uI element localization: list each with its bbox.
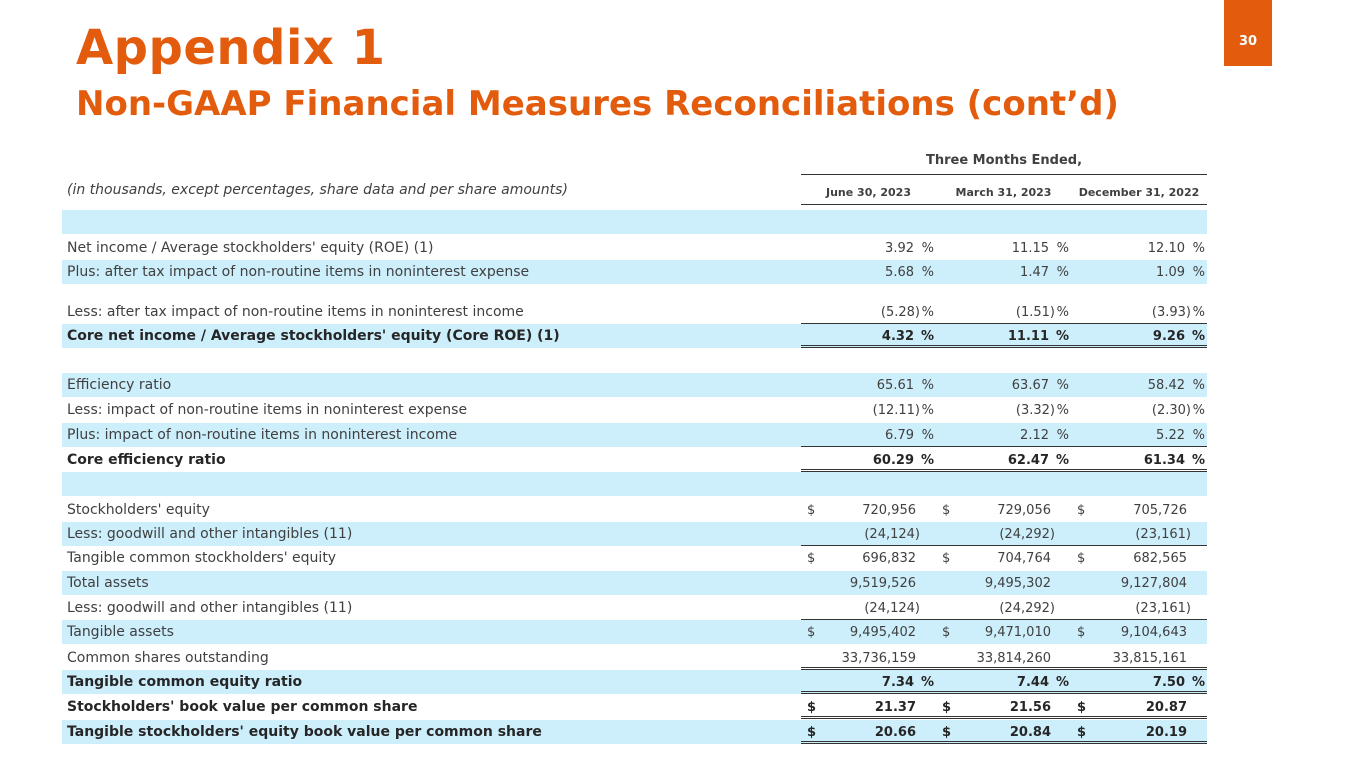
table-row-plus-expense-roe bbox=[62, 260, 1207, 284]
table-cell: $ 9,495,402 bbox=[807, 625, 916, 640]
spacer-row bbox=[62, 472, 1207, 496]
table-cell: 2.12 % bbox=[936, 423, 1071, 447]
table-cell: 9,495,302 bbox=[984, 576, 1051, 591]
table-cell: 1.47 % bbox=[1020, 265, 1069, 280]
row-label: Less: impact of non-routine items in noninterest expense bbox=[67, 402, 468, 418]
table-cell: $ 9,471,010 bbox=[942, 625, 1051, 640]
row-label: Stockholders' book value per common share bbox=[67, 699, 418, 715]
table-cell: $ 20.84 bbox=[936, 720, 1071, 744]
row-label: Core efficiency ratio bbox=[67, 452, 226, 468]
row-label: Less: goodwill and other intangibles (11) bbox=[67, 526, 353, 542]
table-row-efficiency-ratio bbox=[62, 373, 1207, 397]
row-label: Plus: impact of non-routine items in noninterest income bbox=[67, 427, 458, 443]
table-cell: 11.15 % bbox=[1011, 241, 1069, 256]
table-cell: (1.51) % bbox=[936, 300, 1071, 324]
table-row-core-efficiency bbox=[62, 448, 1207, 472]
units-note: (in thousands, except percentages, share data and per share amounts) bbox=[67, 182, 568, 198]
row-label: Tangible stockholders' equity book value per common share bbox=[67, 724, 542, 740]
table-row-total-assets bbox=[62, 571, 1207, 595]
table-cell: 5.22 % bbox=[1071, 423, 1207, 447]
table-cell: (23,161) bbox=[1071, 522, 1207, 546]
page-subtitle: Non-GAAP Financial Measures Reconciliations (cont’d) bbox=[76, 84, 1119, 124]
row-label: Net income / Average stockholders' equity (ROE) (1) bbox=[67, 240, 434, 256]
table-cell: 33,736,159 bbox=[801, 646, 936, 670]
row-label: Efficiency ratio bbox=[67, 377, 172, 393]
table-cell: (12.11) % bbox=[872, 403, 934, 418]
table-cell: $ 705,726 bbox=[1077, 503, 1187, 518]
row-label: Core net income / Average stockholders' equity (Core ROE) (1) bbox=[67, 328, 560, 344]
table-cell: $ 9,104,643 bbox=[1077, 625, 1187, 640]
spacer-row bbox=[62, 210, 1207, 234]
row-label: Tangible assets bbox=[67, 624, 174, 640]
table-cell: 12.10 % bbox=[1147, 241, 1205, 256]
row-label: Stockholders' equity bbox=[67, 502, 210, 518]
table-cell: 33,814,260 bbox=[936, 646, 1071, 670]
table-row-less-goodwill-assets bbox=[62, 596, 1207, 620]
table-cell: $ 20.19 bbox=[1071, 720, 1207, 744]
table-row-less-goodwill bbox=[62, 522, 1207, 546]
table-cell: 4.32 % bbox=[801, 324, 936, 348]
table-cell: 3.92 % bbox=[885, 241, 934, 256]
row-label: Total assets bbox=[67, 575, 149, 591]
table-row-plus-income-eff bbox=[62, 423, 1207, 447]
table-row-common-shares bbox=[62, 646, 1207, 670]
table-cell: 61.34 % bbox=[1071, 448, 1207, 472]
table-cell: 58.42 % bbox=[1147, 378, 1205, 393]
table-cell: 6.79 % bbox=[801, 423, 936, 447]
table-cell: (3.93) % bbox=[1071, 300, 1207, 324]
table-cell: $ 696,832 bbox=[807, 551, 916, 566]
page-number-badge: 30 bbox=[1224, 0, 1272, 66]
table-cell: (2.30) % bbox=[1151, 403, 1205, 418]
table-cell: $ 729,056 bbox=[942, 503, 1051, 518]
column-header-jun-2023: June 30, 2023 bbox=[801, 186, 936, 205]
period-group-header: Three Months Ended, bbox=[801, 153, 1207, 175]
table-cell: $ 704,764 bbox=[942, 551, 1051, 566]
table-cell: 9.26 % bbox=[1071, 324, 1207, 348]
table-cell: (3.32) % bbox=[1015, 403, 1069, 418]
table-cell: 5.68 % bbox=[885, 265, 934, 280]
row-label: Common shares outstanding bbox=[67, 650, 269, 666]
table-row-tangible-assets bbox=[62, 620, 1207, 644]
column-header-dec-2022: December 31, 2022 bbox=[1071, 186, 1207, 205]
row-label: Plus: after tax impact of non-routine items in noninterest expense bbox=[67, 264, 530, 280]
table-row-tangible-book-value bbox=[62, 720, 1207, 744]
table-cell: $ 21.37 bbox=[801, 695, 936, 719]
table-cell: (24,124) bbox=[801, 596, 936, 620]
table-cell: $ 20.66 bbox=[801, 720, 936, 744]
table-row-roe bbox=[62, 236, 1207, 260]
table-cell: 65.61 % bbox=[876, 378, 934, 393]
table-row-tangible-common-equity bbox=[62, 546, 1207, 570]
table-row-tce-ratio bbox=[62, 670, 1207, 694]
column-header-mar-2023: March 31, 2023 bbox=[936, 186, 1071, 205]
row-label: Tangible common equity ratio bbox=[67, 674, 303, 690]
table-cell: 11.11 % bbox=[936, 324, 1071, 348]
table-cell: (23,161) bbox=[1071, 596, 1207, 620]
table-row-less-expense-eff bbox=[62, 398, 1207, 422]
table-cell: 9,519,526 bbox=[849, 576, 916, 591]
table-cell: $ 720,956 bbox=[807, 503, 916, 518]
row-label: Less: after tax impact of non-routine items in noninterest income bbox=[67, 304, 524, 320]
table-cell: $ 682,565 bbox=[1077, 551, 1187, 566]
page-title: Appendix 1 bbox=[76, 20, 386, 76]
row-label: Less: goodwill and other intangibles (11) bbox=[67, 600, 353, 616]
table-row-stockholders-equity bbox=[62, 498, 1207, 522]
table-row-core-roe bbox=[62, 324, 1207, 348]
table-cell: (24,124) bbox=[801, 522, 936, 546]
table-cell: (5.28) % bbox=[801, 300, 936, 324]
table-cell: 7.50 % bbox=[1071, 670, 1207, 694]
table-cell: 33,815,161 bbox=[1071, 646, 1207, 670]
table-cell: 7.34 % bbox=[801, 670, 936, 694]
row-label: Tangible common stockholders' equity bbox=[67, 550, 337, 566]
table-cell: $ 21.56 bbox=[936, 695, 1071, 719]
table-cell: (24,292) bbox=[936, 596, 1071, 620]
table-cell: 7.44 % bbox=[936, 670, 1071, 694]
table-row-less-income-roe bbox=[62, 300, 1207, 324]
table-cell: $ 20.87 bbox=[1071, 695, 1207, 719]
table-cell: 9,127,804 bbox=[1120, 576, 1187, 591]
table-row-book-value bbox=[62, 695, 1207, 719]
table-cell: 60.29 % bbox=[801, 448, 936, 472]
table-cell: 63.67 % bbox=[1011, 378, 1069, 393]
table-cell: 1.09 % bbox=[1156, 265, 1205, 280]
table-cell: 62.47 % bbox=[936, 448, 1071, 472]
table-cell: (24,292) bbox=[936, 522, 1071, 546]
